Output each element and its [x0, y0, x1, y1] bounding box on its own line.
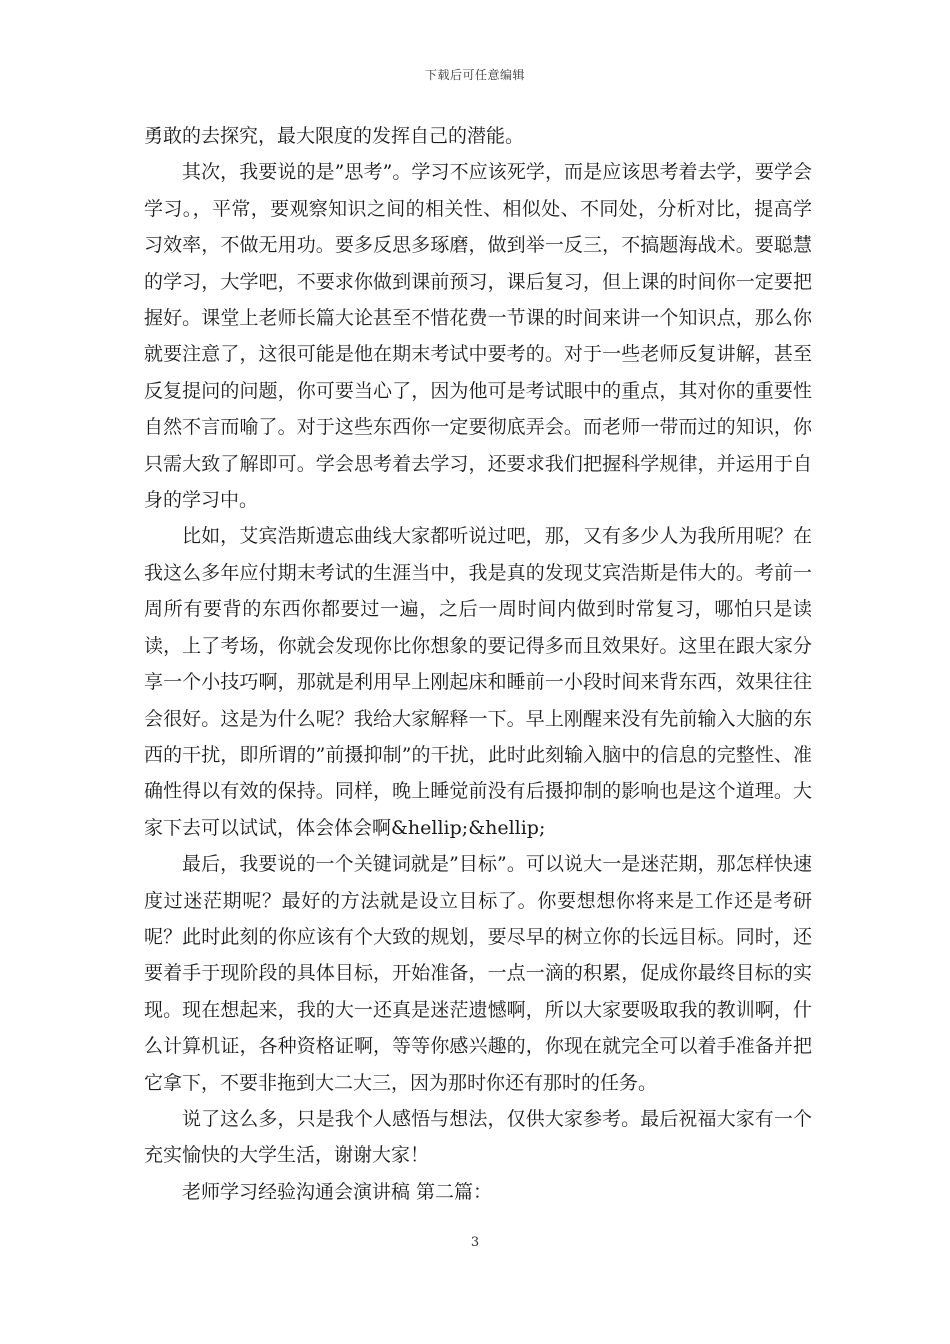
paragraph-goals: 最后，我要说的一个关键词就是”目标”。可以说大一是迷茫期，那怎样快速度过迷茫期呢？最好的方法就是设立目标了。你要想想你将来是工作还是考研呢？此时此刻的你应该有个大致的规划，要尽早的树立你的长远目标。同时，还要着手于现阶段的具体目标，开始准备，一点一滴的积累，促成你最终目标的实现。现在想起来，我的大一还真是迷茫遗憾啊，所以大家要吸取我的教训啊，什么计算机证，各种资格证啊，等等你感兴趣的，你现在就完全可以着手准备并把它拿下，不要非拖到大二大三，因为那时你还有那时的任务。: [144, 853, 812, 1094]
paragraph-closing: 说了这么多，只是我个人感悟与想法，仅供大家参考。最后祝福大家有一个充实愉快的大学生活，谢谢大家！: [144, 1107, 812, 1167]
page-header: 下载后可任意编辑: [424, 68, 525, 82]
page-number: 3: [470, 1235, 480, 1250]
paragraph-continuation: 勇敢的去探究，最大限度的发挥自己的潜能。: [144, 125, 525, 147]
section-heading: 老师学习经验沟通会演讲稿 第二篇：: [182, 1180, 493, 1203]
document-body: [144, 118, 812, 1210]
paragraph-ebbinghaus: 比如，艾宾浩斯遗忘曲线大家都听说过吧，那，又有多少人为我所用呢？在我这么多年应付期末考试的生涯当中，我是真的发现艾宾浩斯是伟大的。考前一周所有要背的东西你都要过一遍，之后一周时间内做到时常复习，哪怕只是读读，上了考场，你就会发现你比你想象的要记得多而且效果好。这里在跟大家分享一个小技巧啊，那就是利用早上刚起床和睡前一小段时间来背东西，效果往往会很好。这是为什么呢？我给大家解释一下。早上刚醒来没有先前输入大脑的东西的干扰，即所谓的”前摄抑制”的干扰，此时此刻输入脑中的信息的完整性、准确性得以有效的保持。同样，晚上睡觉前没有后摄抑制的影响也是这个道理。大家下去可以试试，体会体会啊&hellip;&hellip;: [144, 525, 812, 839]
paragraph-thinking: 其次，我要说的是”思考”。学习不应该死学，而是应该思考着去学，要学会学习。，平常，要观察知识之间的相关性、相似处、不同处，分析对比，提高学习效率，不做无用功。要多反思多琢磨，做到举一反三，不搞题海战术。要聪慧的学习，大学吧，不要求你做到课前预习，课后复习，但上课的时间你一定要把握好。课堂上老师长篇大论甚至不惜花费一节课的时间来讲一个知识点，那么你就要注意了，这很可能是他在期末考试中要考的。对于一些老师反复讲解，甚至反复提问的问题，你可要当心了，因为他可是考试眼中的重点，其对你的重要性自然不言而喻了。对于这些东西你一定要彻底弄会。而老师一带而过的知识，你只需大致了解即可。学会思考着去学习，还要求我们把握科学规律，并运用于自身的学习中。: [144, 161, 812, 512]
